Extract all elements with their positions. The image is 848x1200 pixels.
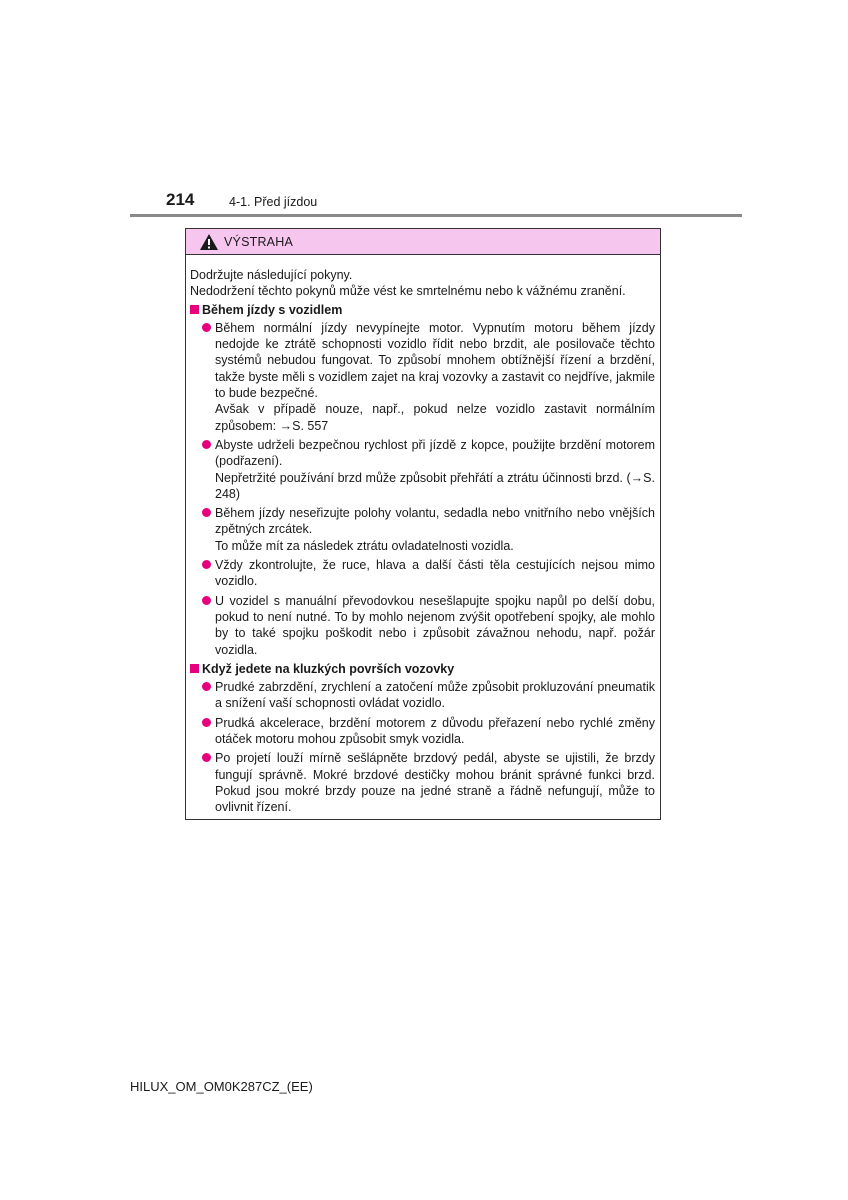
document-code: HILUX_OM_OM0K287CZ_(EE)	[130, 1079, 313, 1094]
list-item-text	[215, 505, 655, 554]
list-item	[202, 505, 655, 554]
section-heading	[190, 302, 655, 318]
warning-box	[185, 228, 661, 820]
paragraph: Po projetí louží mírně sešlápněte brzdový pedál, abyste se ujistili, že brzdy fungují správně. Mokré brzdové destičky mohou bránit správné funkci brzd. Pokud jsou mokré brzdy pouze na jedné straně a řádně nefungují, může to ovlivnit řízení.	[215, 751, 655, 815]
list-item-text	[215, 679, 655, 712]
intro-line: Nedodržení těchto pokynů může vést ke smrtelnému nebo k vážnému zranění.	[190, 284, 626, 299]
warning-title: VÝSTRAHA	[224, 234, 293, 249]
list-item-text	[215, 715, 655, 748]
paragraph: Prudké zabrzdění, zrychlení a zatočení může způsobit prokluzování pneumatik a snížení vaší schopnosti ovládat vozidlo.	[215, 680, 655, 711]
paragraph: Abyste udrželi bezpečnou rychlost při jízdě z kopce, použijte brzdění motorem (podřazení).	[215, 437, 655, 469]
warning-header	[186, 229, 660, 255]
bullet-dot-icon	[202, 753, 211, 762]
list-item	[202, 557, 655, 590]
warning-body	[186, 255, 660, 816]
list-item	[202, 715, 655, 748]
bullet-dot-icon	[202, 682, 211, 691]
bullet-dot-icon	[202, 323, 211, 332]
bullet-dot-icon	[202, 440, 211, 449]
list-item	[202, 437, 655, 502]
square-bullet-icon	[190, 664, 199, 673]
bullet-dot-icon	[202, 560, 211, 569]
bullet-dot-icon	[202, 508, 211, 517]
section-heading	[190, 661, 655, 677]
section-heading-text: Během jízdy s vozidlem	[202, 302, 343, 317]
list-item	[202, 750, 655, 815]
intro-line: Dodržujte následující pokyny.	[190, 268, 353, 282]
warning-triangle-icon	[199, 233, 219, 251]
list-item-text	[215, 750, 655, 815]
paragraph: To může mít za následek ztrátu ovladatelnosti vozidla.	[215, 538, 514, 553]
list-item	[202, 320, 655, 434]
list-item-text	[215, 557, 655, 590]
square-bullet-icon	[190, 305, 199, 314]
paragraph: Prudká akcelerace, brzdění motorem z důvodu přeřazení nebo rychlé změny otáček motoru mohou způsobit smyk vozidla.	[215, 715, 655, 747]
list-item-text	[215, 437, 655, 502]
paragraph: Během normální jízdy nevypínejte motor. Vypnutím motoru během jízdy nedojde ke ztrátě schopnosti vozidlo řídit nebo brzdit, ale posilovače těchto systémů nebudou fungovat. To způsobí mnohem obtížnější řízení a brzdění, takže byste měli s vozidlem zajet na kraj vozovky a zastavit co nejdříve, jakmile to bude bezpečné.	[215, 320, 655, 401]
paragraph: U vozidel s manuální převodovkou nesešlapujte spojku napůl po delší dobu, pokud to není nutné. To by mohlo nejenom zvýšit opotřebení spojky, ale mohlo by to také spojku poškodit nebo i způsobit závažnou nehodu, např. požár vozidla.	[215, 593, 655, 657]
section-heading-text: Když jedete na kluzkých površích vozovky	[202, 661, 455, 676]
list-item-text	[215, 320, 655, 434]
warning-sections	[190, 302, 655, 816]
paragraph: Nepřetržité používání brzd může způsobit přehřátí a ztrátu účinnosti brzd. (→S. 248)	[215, 470, 655, 501]
paragraph: Během jízdy neseřizujte polohy volantu, sedadla nebo vnitřního nebo vnějších zpětných zrcátek.	[215, 506, 655, 537]
bullet-dot-icon	[202, 718, 211, 727]
section-title: 4-1. Před jízdou	[229, 195, 318, 209]
list-item	[202, 679, 655, 712]
warning-intro	[190, 267, 655, 300]
list-item	[202, 593, 655, 658]
bullet-dot-icon	[202, 596, 211, 605]
page-number: 214	[166, 190, 195, 209]
paragraph: Vždy zkontrolujte, že ruce, hlava a další části těla cestujících nejsou mimo vozidlo.	[215, 558, 655, 589]
list-item-text	[215, 593, 655, 658]
header-rule	[130, 214, 742, 217]
paragraph: Avšak v případě nouze, např., pokud nelze vozidlo zastavit normálním způsobem: →S. 557	[215, 402, 655, 433]
